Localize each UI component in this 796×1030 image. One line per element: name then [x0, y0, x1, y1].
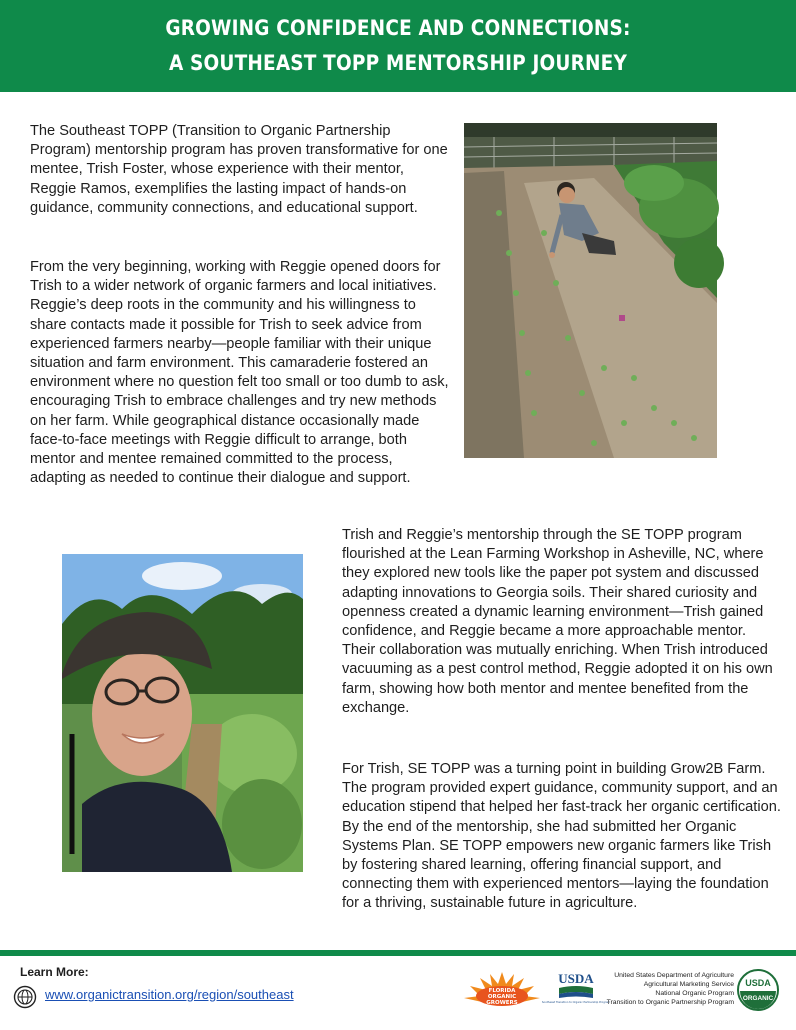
agency-line: Transition to Organic Partnership Program — [606, 999, 734, 1006]
agency-line: National Organic Program — [655, 990, 734, 997]
agency-text-block — [600, 971, 734, 1007]
usda-logo-text: USDA — [558, 971, 594, 986]
outcome-paragraph: For Trish, SE TOPP was a turning point in building Grow2B Farm. The program provided expert guidance, community support, and an education stipend that helped her fast-track her organic certification. By the end of the mentorship, she had submitted her Organic Systems Plan. SE TOPP empowers new organic farmers like Trish by fostering shared learning, offering financial support, and connecting them with experienced mentors—laying the foundation for a thriving, sustainable future in agriculture. — [342, 761, 781, 912]
usda-se-topp-logo — [541, 970, 611, 1012]
page-title-line-2: A SOUTHEAST TOPP MENTORSHIP JOURNEY — [168, 51, 628, 75]
mentee-portrait-photo — [62, 554, 303, 872]
organic-seal-top: USDA — [745, 978, 771, 988]
garden-planting-photo — [464, 123, 717, 458]
florida-logo-line3: GROWERS — [486, 1000, 518, 1006]
intro-paragraph: The Southeast TOPP (Transition to Organic Partnership Program) mentorship program has proven transformative for one mentee, Trish Foster, whose experience with their mentor, Reggie Ramos, exemplifies the lasting impact of hands-on guidance, community connections, and educational support. — [30, 123, 448, 216]
page-title-line-1: GROWING CONFIDENCE AND CONNECTIONS: — [165, 16, 631, 40]
usda-logo-subtitle: Southeast Transition to Organic Partnership Program — [541, 1001, 611, 1004]
agency-line: United States Department of Agriculture — [614, 972, 734, 979]
globe-icon — [13, 985, 37, 1009]
footer-divider — [0, 950, 796, 956]
page-header — [0, 0, 796, 92]
network-paragraph: From the very beginning, working with Reggie opened doors for Trish to a wider network of organic farmers and local initiatives. Reggie’s deep roots in the community and his willingness to share contacts made it possible for Trish to seek advice from experienced farmers nearby—people familiar with their unique situation and farm environment. This camaraderie fostered an environment where no question felt too small or too dumb to ask, encouraging Trish to embrace challenges and try new methods on her farm. While geographical distance occasionally made face-to-face meetings with Reggie difficult to arrange, both mentor and mentee remained committed to the process, adapting as needed to continue their dialogue and support. — [30, 259, 449, 487]
workshop-paragraph: Trish and Reggie’s mentorship through the SE TOPP program flourished at the Lean Farming Workshop in Asheville, NC, where they explored new tools like the paper pot system and discussed adapting innovations to Georgia soils. Their shared curiosity and openness created a dynamic learning environment—Trish gained confidence, and Reggie became a more approachable mentor. Their collaboration was mutually enriching. When Trish introduced vacuuming as a pest control method, Reggie adopted it on his own farm, showing how both mentor and mentee benefited from the exchange. — [342, 527, 773, 716]
agency-line: Agricultural Marketing Service — [643, 981, 734, 988]
organic-seal-bottom: ORGANIC — [742, 995, 774, 1002]
florida-logo-line2: ORGANIC — [487, 994, 517, 1000]
region-website-link[interactable]: www.organictransition.org/region/southeast — [45, 987, 294, 1002]
usda-organic-seal — [737, 969, 779, 1011]
florida-logo-line1: FLORIDA — [488, 988, 516, 994]
learn-more-label: Learn More: — [20, 965, 89, 979]
florida-organic-growers-logo — [462, 972, 542, 1008]
